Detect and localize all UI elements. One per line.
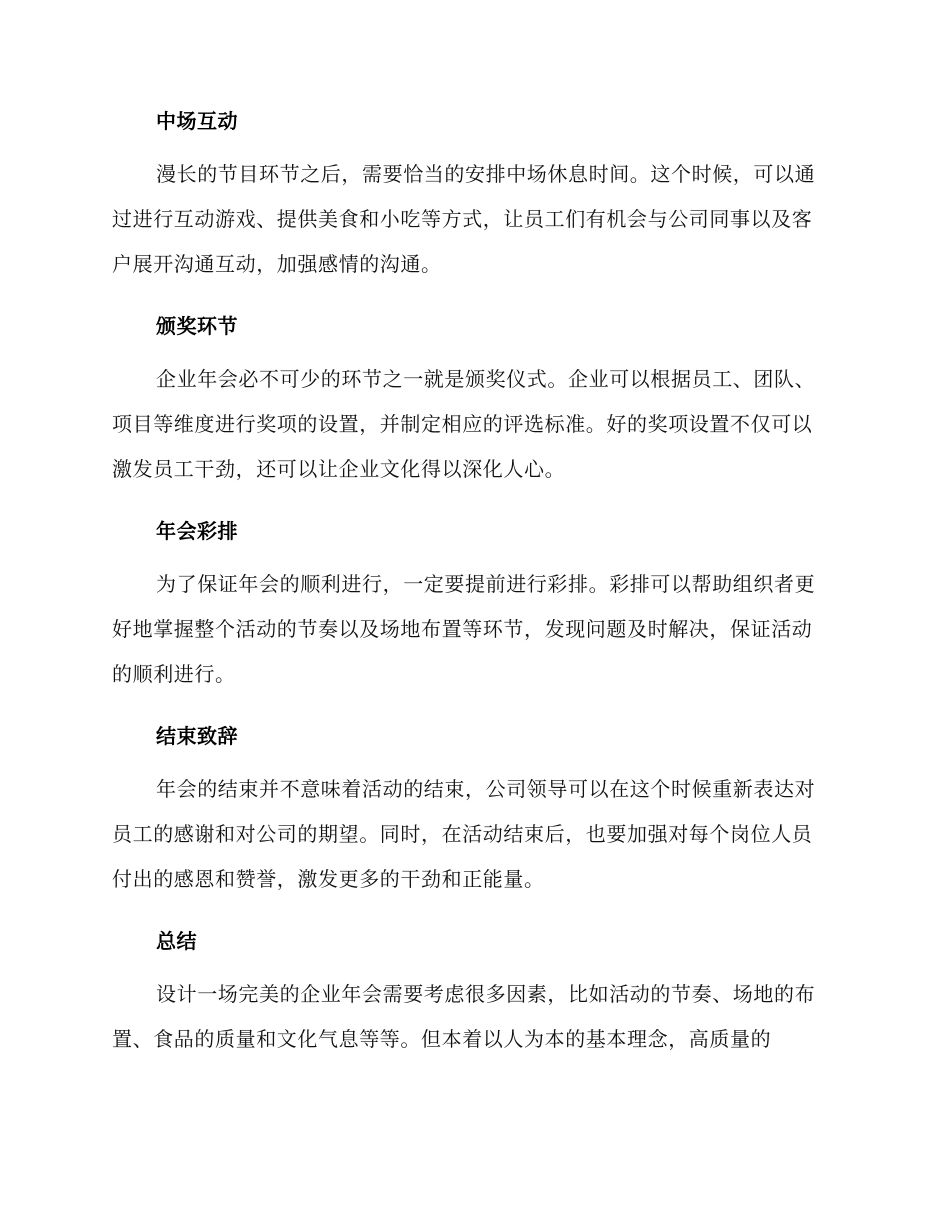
- section-paragraph: 年会的结束并不意味着活动的结束，公司领导可以在这个时候重新表达对员工的感谢和对公司的期望。同时，在活动结束后，也要加强对每个岗位人员付出的感恩和赞誉，激发更多的干劲和正能量。: [112, 777, 816, 891]
- section-heading: 颁奖环节: [156, 314, 238, 338]
- section-paragraph: 漫长的节目环节之后，需要恰当的安排中场休息时间。这个时候，可以通过进行互动游戏、提供美食和小吃等方式，让员工们有机会与公司同事以及客户展开沟通互动，加强感情的沟通。: [112, 162, 816, 276]
- section-heading: 中场互动: [156, 109, 238, 133]
- section-intermission: [112, 108, 832, 287]
- document-content: [112, 108, 832, 1088]
- section-awards: [112, 313, 832, 492]
- section-heading: 总结: [156, 929, 197, 953]
- section-heading: 结束致辞: [156, 724, 238, 748]
- section-closing-speech: [112, 723, 832, 902]
- section-paragraph: 设计一场完美的企业年会需要考虑很多因素，比如活动的节奏、场地的布置、食品的质量和文化气息等等。但本着以人为本的基本理念，高质量的: [112, 982, 816, 1051]
- section-heading: 年会彩排: [156, 519, 238, 543]
- section-rehearsal: [112, 518, 832, 697]
- section-paragraph: 为了保证年会的顺利进行，一定要提前进行彩排。彩排可以帮助组织者更好地掌握整个活动的节奏以及场地布置等环节，发现问题及时解决，保证活动的顺利进行。: [112, 572, 816, 686]
- section-paragraph: 企业年会必不可少的环节之一就是颁奖仪式。企业可以根据员工、团队、项目等维度进行奖项的设置，并制定相应的评选标准。好的奖项设置不仅可以激发员工干劲，还可以让企业文化得以深化人心。: [112, 367, 816, 481]
- section-summary: [112, 928, 832, 1062]
